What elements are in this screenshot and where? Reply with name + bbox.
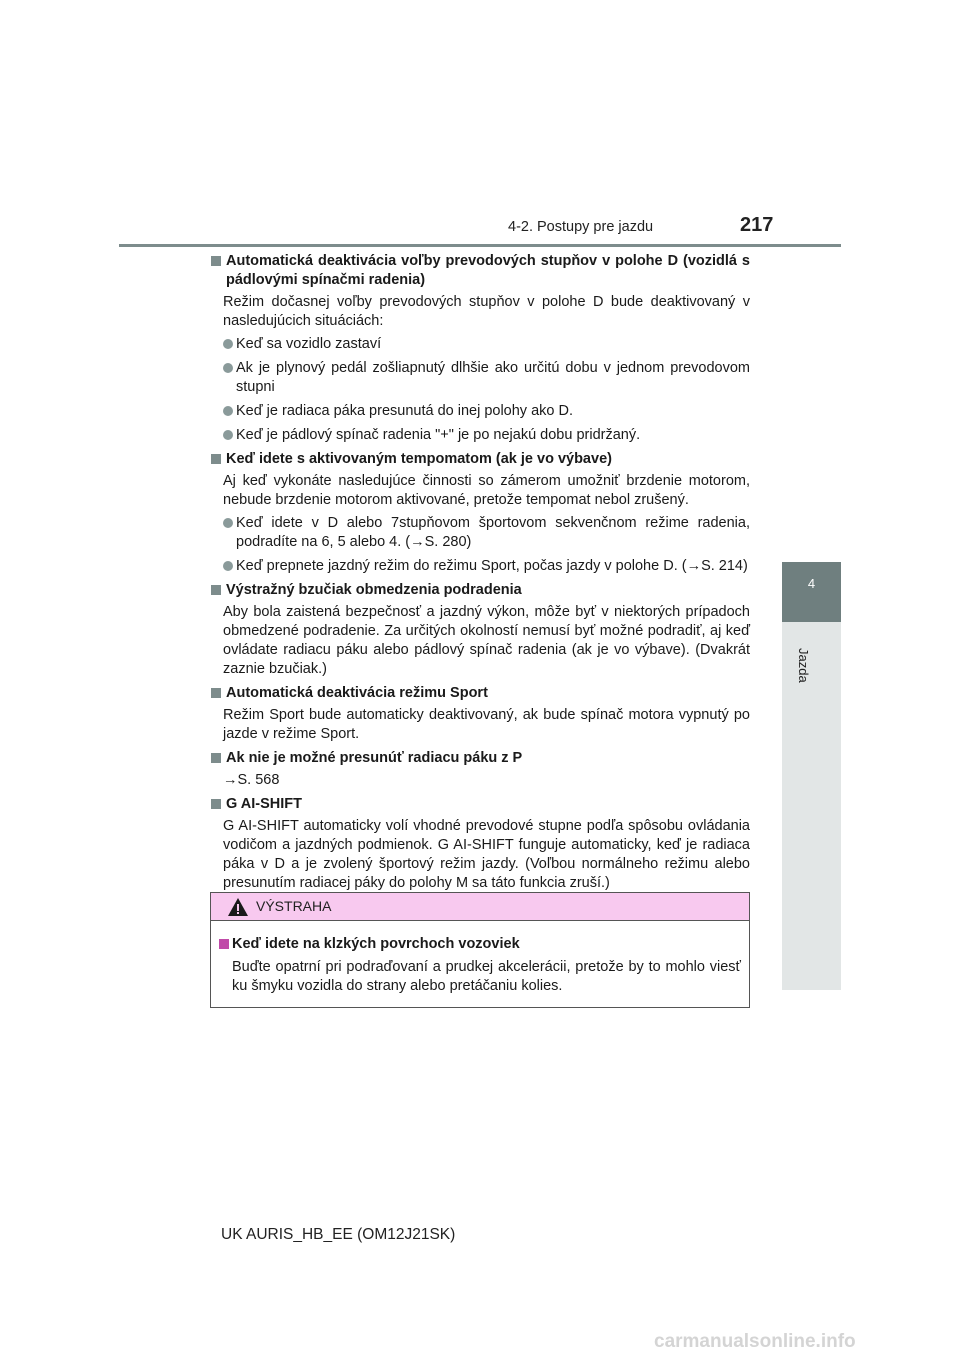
square-bullet-icon	[211, 585, 221, 595]
list-item: Keď je radiaca páka presunutá do inej polohy ako D.	[210, 402, 750, 421]
section-auto-deactivation	[210, 252, 750, 445]
main-content	[210, 252, 750, 898]
section-paragraph: Aj keď vykonáte nasledujúce činnosti so zámerom umožniť brzdenie motorom, nebude brzdenie motorom aktivované, pretože tempomat nebol zrušený.	[223, 473, 750, 508]
header-divider	[119, 244, 841, 247]
list-item: Keď je pádlový spínač radenia "+" je po nejakú dobu pridržaný.	[210, 426, 750, 445]
section-heading: Výstražný bzučiak obmedzenia podradenia	[210, 581, 750, 600]
section-paragraph: Aby bola zaistená bezpečnosť a jazdný výkon, môže byť v niektorých prípadoch obmedzené podradenie. Za určitých okolností nemusí byť možné podradiť, aj keď ovládate radiacu páku alebo pádlový spínač radenia (ak je vo výbave). (Dvakrát zaznie bzučiak.)	[223, 604, 750, 677]
section-heading: Automatická deaktivácia režimu Sport	[210, 684, 750, 703]
warning-header	[211, 893, 749, 921]
square-bullet-icon	[211, 753, 221, 763]
watermark: carmanualsonline.info	[654, 1331, 856, 1352]
chapter-label: Jazda	[796, 648, 811, 683]
warning-text: Buďte opatrní pri podraďovaní a prudkej akcelerácii, pretože by to mohlo viesť ku šmyku vozidla do strany alebo pretáčaniu kolies.	[232, 959, 741, 994]
section-shift-lever-p	[210, 749, 750, 790]
section-heading: Keď idete s aktivovaným tempomatom (ak je vo výbave)	[210, 450, 750, 469]
section-paragraph: G AI-SHIFT automaticky volí vhodné prevodové stupne podľa spôsobu ovládania vodičom a jazdných podmienok. G AI-SHIFT funguje automaticky, keď je radiaca páka v D a je zvolený športový režim jazdy. (Voľbou normálneho režimu alebo presunutím radiacej páky do polohy M sa táto funkcia zruší.)	[223, 818, 750, 891]
warning-label: VÝSTRAHA	[256, 898, 332, 914]
circle-bullet-icon	[223, 430, 233, 440]
list-item: Ak je plynový pedál zošliapnutý dlhšie ako určitú dobu v jednom prevodovom stupni	[210, 359, 750, 397]
chapter-tab	[782, 562, 841, 622]
square-bullet-icon	[211, 688, 221, 698]
list-item: Keď idete v D alebo 7stupňovom športovom sekvenčnom režime radenia, podradíte na 6, 5 alebo 4. (→S. 280)	[210, 514, 750, 552]
section-sport-deactivation	[210, 684, 750, 744]
circle-bullet-icon	[223, 518, 233, 528]
warning-title: Keď idete na klzkých povrchoch vozoviek	[219, 935, 741, 954]
page-number: 217	[740, 214, 774, 236]
warning-box	[210, 892, 750, 1008]
chapter-number: 4	[807, 576, 816, 591]
footer-model-code: UK AURIS_HB_EE (OM12J21SK)	[221, 1226, 456, 1243]
square-bullet-icon	[211, 256, 221, 266]
square-bullet-icon	[219, 939, 229, 949]
warning-body	[211, 921, 749, 996]
square-bullet-icon	[211, 799, 221, 809]
warning-triangle-icon	[227, 897, 249, 917]
list-item: Keď sa vozidlo zastaví	[210, 335, 750, 354]
section-heading: Automatická deaktivácia voľby prevodových stupňov v polohe D (vozidlá s pádlovými spínačmi radenia)	[210, 252, 750, 290]
chapter-tab-strip	[782, 622, 841, 990]
section-heading: G AI-SHIFT	[210, 795, 750, 814]
bullet-list	[210, 335, 750, 445]
section-title: 4-2. Postupy pre jazdu	[508, 219, 654, 235]
list-item: Keď prepnete jazdný režim do režimu Sport, počas jazdy v polohe D. (→S. 214)	[210, 557, 750, 576]
section-cruise-control	[210, 450, 750, 576]
section-g-ai-shift	[210, 795, 750, 893]
section-downshift-buzzer	[210, 581, 750, 679]
section-heading: Ak nie je možné presunúť radiacu páku z P	[210, 749, 750, 768]
square-bullet-icon	[211, 454, 221, 464]
section-paragraph: Režim dočasnej voľby prevodových stupňov v polohe D bude deaktivovaný v nasledujúcich situáciách:	[223, 294, 750, 329]
bullet-list	[210, 514, 750, 576]
page-reference-link[interactable]: →S. 568	[223, 772, 280, 788]
circle-bullet-icon	[223, 561, 233, 571]
circle-bullet-icon	[223, 339, 233, 349]
circle-bullet-icon	[223, 363, 233, 373]
circle-bullet-icon	[223, 406, 233, 416]
section-paragraph: Režim Sport bude automaticky deaktivovaný, ak bude spínač motora vypnutý po jazde v režime Sport.	[223, 707, 750, 742]
